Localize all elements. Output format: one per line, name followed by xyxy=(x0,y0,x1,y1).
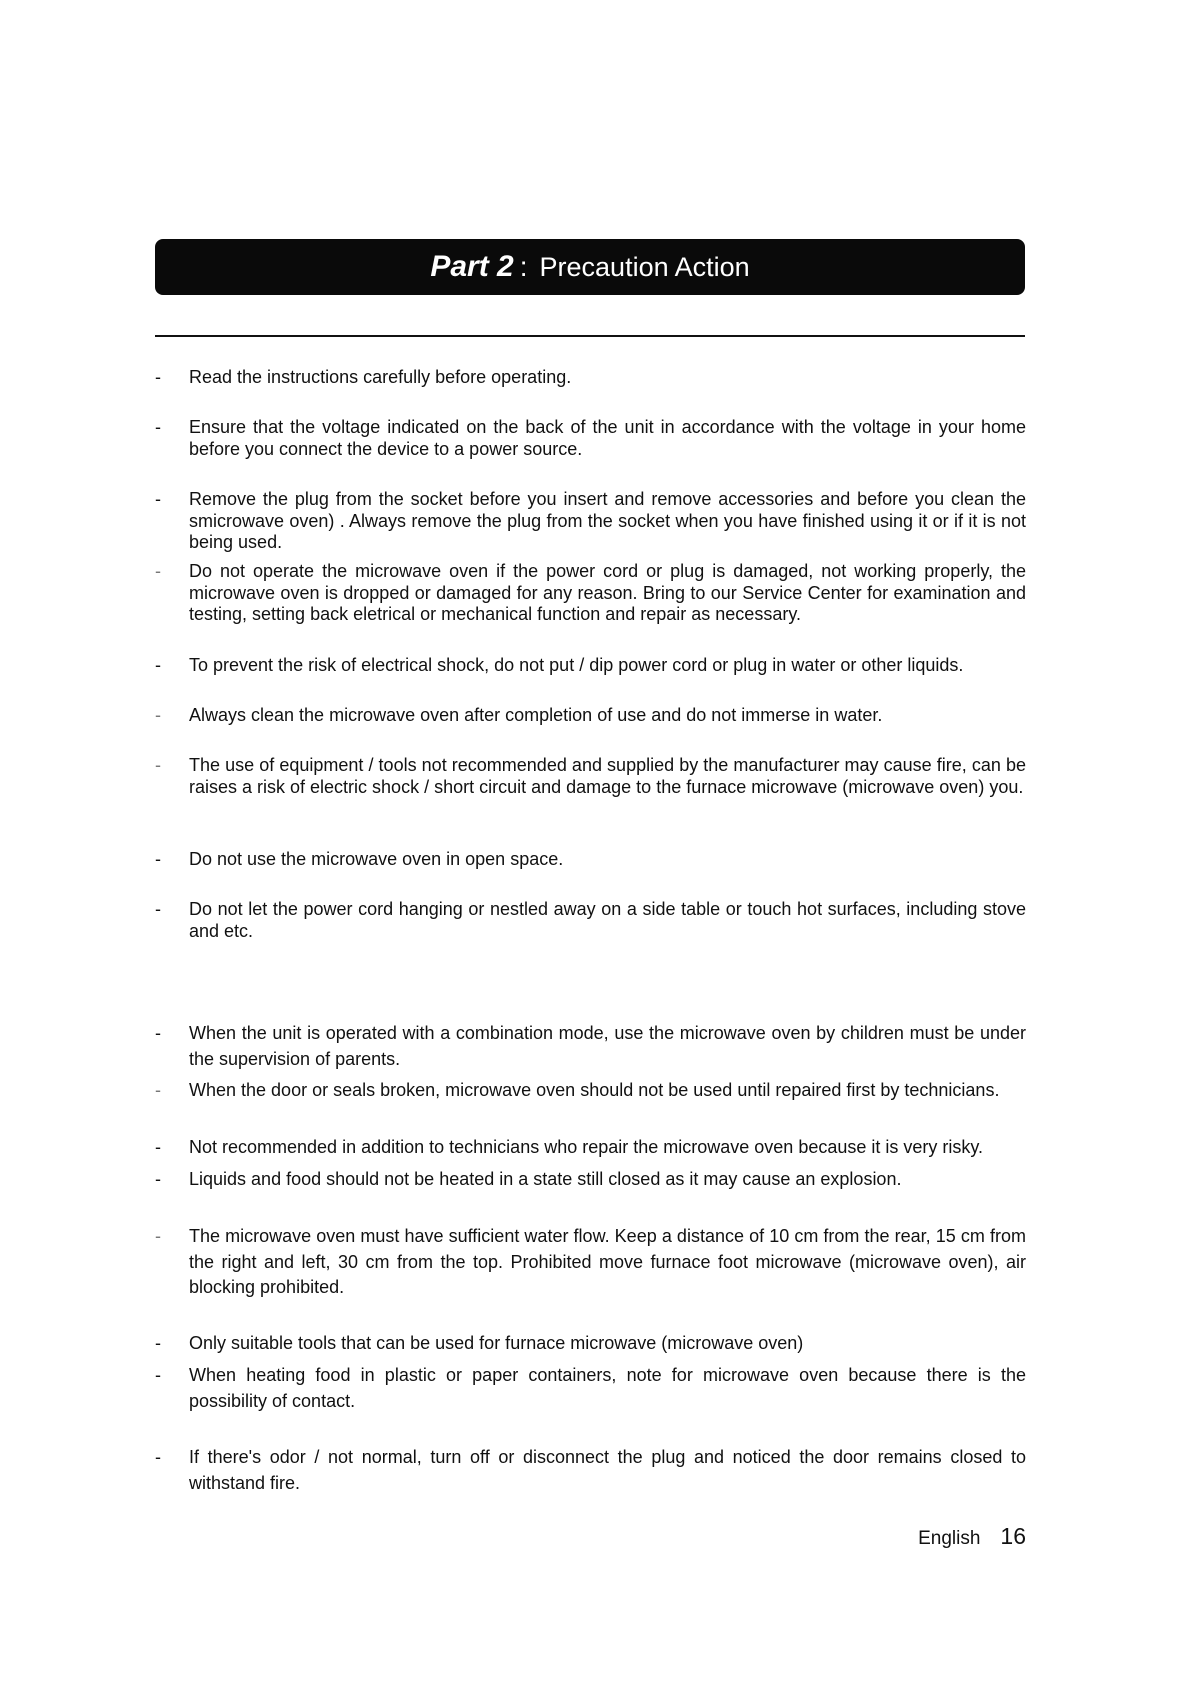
list-item-text: Liquids and food should not be heated in a state still closed as it may cause an explosion. xyxy=(189,1169,902,1189)
list-item xyxy=(155,655,1026,677)
bullet-dash: - xyxy=(155,489,161,509)
section-title: Precaution Action xyxy=(539,251,750,282)
header-separator: : xyxy=(519,251,528,282)
section-header xyxy=(155,239,1025,295)
list-item-text: Read the instructions carefully before operating. xyxy=(189,367,572,387)
bullet-dash: - xyxy=(155,1447,161,1467)
list-item-text: The use of equipment / tools not recommended and supplied by the manufacturer may cause fire, can be raises a risk of electric shock / short circuit and damage to the furnace microwave (microwave oven) you. xyxy=(189,755,1026,797)
bullet-dash: - xyxy=(155,849,161,869)
list-item-text: When the unit is operated with a combination mode, use the microwave oven by children must be under the supervision of parents. xyxy=(189,1023,1026,1069)
list-item xyxy=(155,1363,1026,1414)
bullet-dash: - xyxy=(155,1023,161,1043)
list-item-text: Do not operate the microwave oven if the power cord or plug is damaged, not working properly, the microwave oven is dropped or damaged for any reason. Bring to our Service Center for examination and testing, setting back eletrical or mechanical function and repair as necessary. xyxy=(189,561,1026,624)
list-item-text: Always clean the microwave oven after completion of use and do not immerse in water. xyxy=(189,705,883,725)
part-number: Part 2 xyxy=(430,250,514,283)
list-item xyxy=(155,1078,1026,1104)
list-item xyxy=(155,489,1026,554)
list-item xyxy=(155,1331,1026,1357)
bullet-dash: - xyxy=(155,417,161,437)
list-item xyxy=(155,849,1026,871)
list-item xyxy=(155,1224,1026,1301)
bullet-dash: - xyxy=(155,655,161,675)
list-item xyxy=(155,705,1026,727)
bullet-dash: - xyxy=(155,1137,161,1157)
list-item xyxy=(155,561,1026,626)
bullet-dash: - xyxy=(155,1080,161,1100)
bullet-dash: - xyxy=(155,705,161,725)
list-item xyxy=(155,755,1026,798)
horizontal-divider xyxy=(155,335,1025,337)
page-footer xyxy=(918,1523,1026,1550)
list-item xyxy=(155,1021,1026,1072)
list-item-text: Remove the plug from the socket before you insert and remove accessories and before you clean the smicrowave oven) . Always remove the plug from the socket when you have finished using it or if it is not being used. xyxy=(189,489,1026,552)
list-item-text: Not recommended in addition to technicians who repair the microwave oven because it is very risky. xyxy=(189,1137,984,1157)
footer-language: English xyxy=(918,1528,981,1549)
list-item xyxy=(155,367,1026,389)
list-item-text: Only suitable tools that can be used for furnace microwave (microwave oven) xyxy=(189,1333,804,1353)
bullet-dash: - xyxy=(155,561,161,581)
bullet-dash: - xyxy=(155,755,161,775)
bullet-dash: - xyxy=(155,899,161,919)
list-item-text: When heating food in plastic or paper containers, note for microwave oven because there is the possibility of contact. xyxy=(189,1365,1026,1411)
page-number: 16 xyxy=(1000,1523,1026,1549)
list-item-text: Do not let the power cord hanging or nestled away on a side table or touch hot surfaces, including stove and etc. xyxy=(189,899,1026,941)
list-item-text: Ensure that the voltage indicated on the back of the unit in accordance with the voltage in your home before you connect the device to a power source. xyxy=(189,417,1026,459)
list-item-text: Do not use the microwave oven in open space. xyxy=(189,849,564,869)
bullet-dash: - xyxy=(155,1365,161,1385)
list-item-text: When the door or seals broken, microwave oven should not be used until repaired first by technicians. xyxy=(189,1080,1000,1100)
list-item-text: If there's odor / not normal, turn off or disconnect the plug and noticed the door remains closed to withstand fire. xyxy=(189,1447,1026,1493)
list-item-text: The microwave oven must have sufficient water flow. Keep a distance of 10 cm from the rear, 15 cm from the right and left, 30 cm from the top. Prohibited move furnace foot microwave (microwave oven), air blocking prohibited. xyxy=(189,1226,1026,1297)
list-item xyxy=(155,417,1026,460)
bullet-dash: - xyxy=(155,1169,161,1189)
bullet-dash: - xyxy=(155,1226,161,1246)
bullet-dash: - xyxy=(155,367,161,387)
list-item xyxy=(155,1167,1026,1193)
list-item-text: To prevent the risk of electrical shock, do not put / dip power cord or plug in water or other liquids. xyxy=(189,655,964,675)
list-item xyxy=(155,899,1026,942)
list-item xyxy=(155,1445,1026,1496)
bullet-dash: - xyxy=(155,1333,161,1353)
list-item xyxy=(155,1135,1026,1161)
